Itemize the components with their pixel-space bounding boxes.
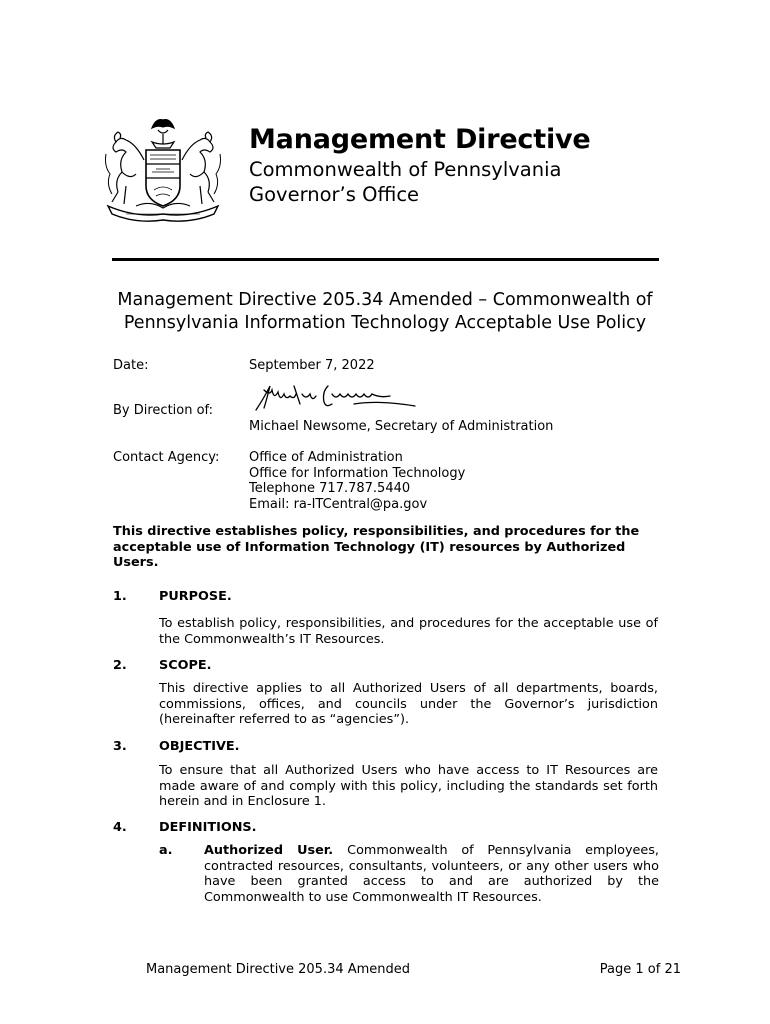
contact-agency-block — [249, 450, 465, 512]
directive-summary: This directive establishes policy, responsibilities, and procedures for the acceptable use of Information Technology (IT) resources by Authorized Users. — [113, 524, 640, 571]
contact-telephone: Telephone 717.787.5440 — [249, 481, 411, 497]
section-heading-scope: SCOPE. — [159, 658, 212, 673]
direction-label: By Direction of: — [113, 403, 214, 418]
section-number: 4. — [113, 820, 127, 835]
header-divider — [112, 258, 659, 261]
section-body-purpose: To establish policy, responsibilities, and procedures for the acceptable use of the Commonwealth’s IT Resources. — [159, 616, 658, 647]
section-heading-purpose: PURPOSE. — [159, 589, 232, 604]
contact-line: Office for Information Technology — [249, 465, 466, 481]
date-value: September 7, 2022 — [249, 358, 375, 373]
date-label: Date: — [113, 358, 149, 373]
directive-heading: Management Directive — [249, 124, 591, 155]
section-body-objective: To ensure that all Authorized Users who have access to IT Resources are made aware of and comply with this policy, including the standards set forth herein and in Enclosure 1. — [159, 763, 658, 810]
governors-office: Governor’s Office — [249, 183, 420, 206]
direction-value: Michael Newsome, Secretary of Administration — [249, 419, 554, 434]
section-number: 2. — [113, 658, 127, 673]
definition-term: Authorized User. — [204, 843, 334, 858]
definition-text: Commonwealth of Pennsylvania employees, contracted resources, consultants, volunteers, or any other users who have been granted access to and are authorized by the Commonwealth to use Commonwealth IT Resources. — [204, 843, 660, 905]
footer-document-name: Management Directive 205.34 Amended — [146, 962, 411, 977]
section-body-scope: This directive applies to all Authorized Users of all departments, boards, commissions, offices, and councils under the Governor’s jurisdiction (hereinafter referred to as “agencies”). — [159, 681, 658, 728]
section-number: 3. — [113, 739, 127, 754]
contact-label: Contact Agency: — [113, 450, 220, 465]
document-title: Management Directive 205.34 Amended – Commonwealth of Pennsylvania Information Technology Acceptable Use Policy — [117, 290, 653, 333]
signature — [250, 380, 420, 416]
contact-line: Office of Administration — [249, 450, 403, 465]
section-heading-definitions: DEFINITIONS. — [159, 820, 257, 835]
section-heading-objective: OBJECTIVE. — [159, 739, 240, 754]
definition-authorized-user — [204, 843, 659, 905]
pennsylvania-seal-logo — [96, 114, 230, 226]
contact-email: Email: ra-ITCentral@pa.gov — [249, 496, 428, 512]
footer-page-number: Page 1 of 21 — [599, 962, 681, 977]
section-number: 1. — [113, 589, 127, 604]
commonwealth-name: Commonwealth of Pennsylvania — [249, 158, 562, 181]
definition-letter: a. — [159, 843, 173, 858]
